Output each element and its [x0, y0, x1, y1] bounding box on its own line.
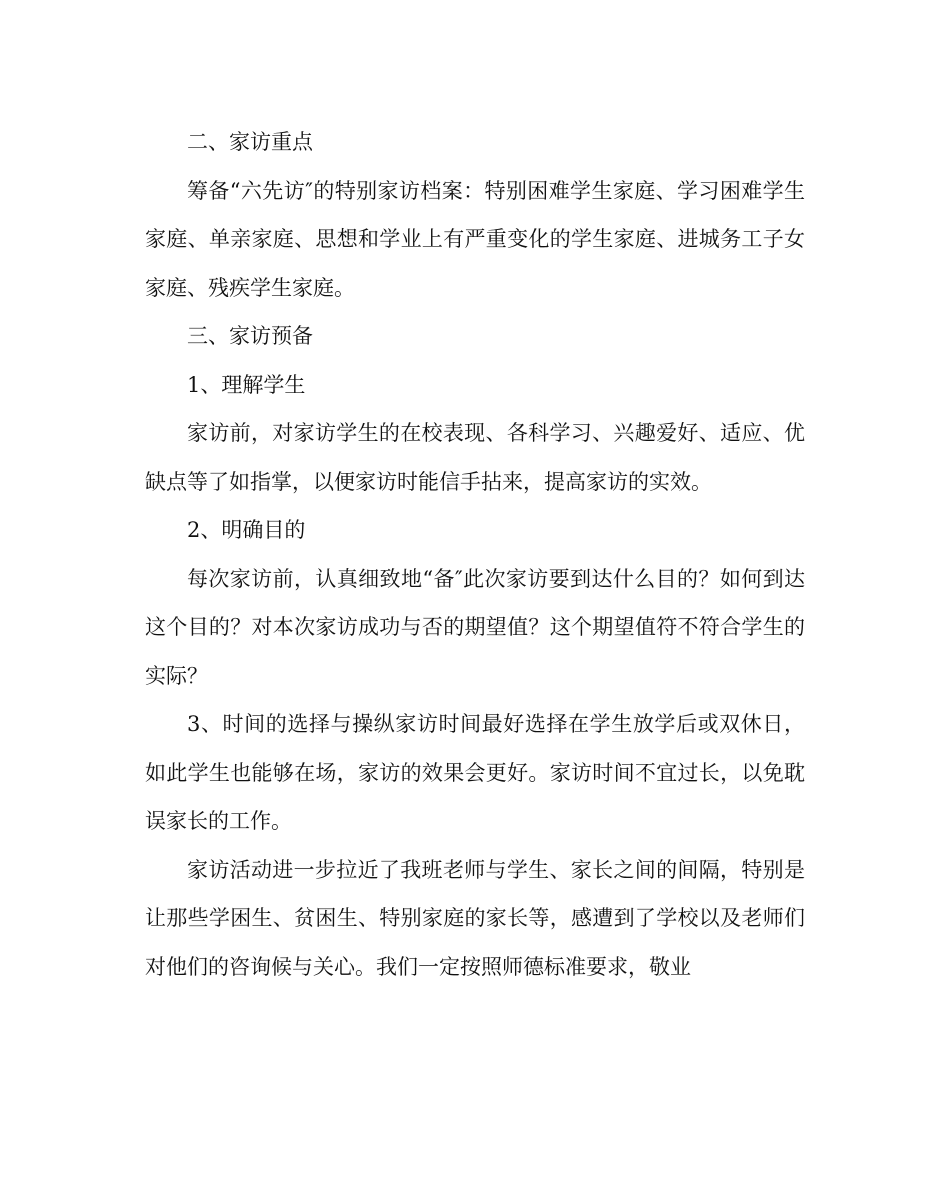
paragraph-before-visit: 家访前，对家访学生的在校表现、各科学习、兴趣爱好、适应、优缺点等了如指掌，以便家访时能信手拈来，提高家访的实效。: [145, 421, 805, 494]
paragraph-visit-results: 家访活动进一步拉近了我班老师与学生、家长之间的间隔，特别是让那些学困生、贫困生、特别家庭的家长等，感遭到了学校以及老师们对他们的咨询候与关心。我们一定按照师德标准要求，敬业: [145, 857, 805, 979]
subheading-understand-students: 1、理解学生: [187, 372, 306, 397]
subheading-clear-purpose: 2、明确目的: [187, 518, 306, 542]
heading-home-visit-preparation: 三、家访预备: [187, 324, 313, 348]
document-body: [145, 118, 805, 991]
heading-home-visit-focus: 二、家访重点: [187, 130, 313, 154]
paragraph-time-selection: 3、时间的选择与操纵家访时间最好选择在学生放学后或双休日，如此学生也能够在场，家访的效果会更好。家访时间不宜过长，以免耽误家长的工作。: [145, 712, 805, 833]
paragraph-special-archives: 筹备“六先访″的特别家访档案：特别困难学生家庭、学习困难学生家庭、单亲家庭、思想和学业上有严重变化的学生家庭、进城务工子女家庭、残疾学生家庭。: [145, 178, 805, 300]
paragraph-purpose-questions: 每次家访前，认真细致地“备″此次家访要到达什么目的？如何到达这个目的？对本次家访成功与否的期望值？这个期望值符不符合学生的实际？: [145, 566, 805, 688]
